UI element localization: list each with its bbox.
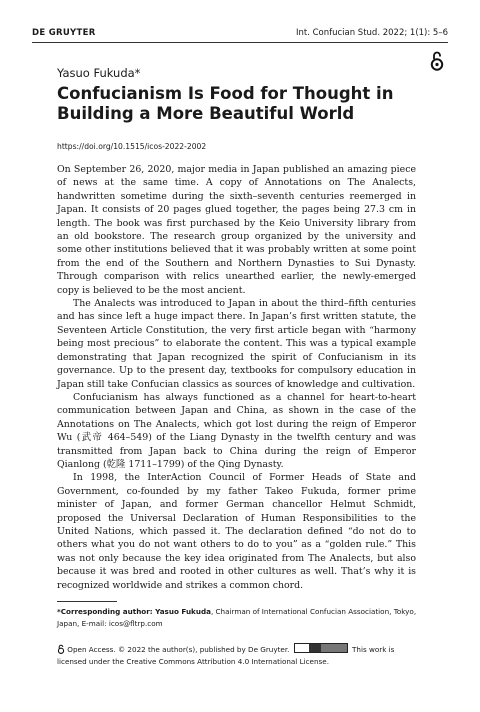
footnote-text: , Chairman of International Confucian Association, Tokyo, Japan, E-mail: icos@fltrp.com bbox=[57, 607, 417, 628]
corresponding-author-footnote bbox=[57, 606, 423, 629]
paragraph-4: In 1998, the InterAction Council of Former Heads of State and Government, co-founded by my father Takeo Fukuda, former prime minister of Japan, and former German chancellor Helmut Schmidt, proposed the Universal Declaration of Human Responsibilities to the United Nations, which passed it. The declaration defined “do not do to others what you do not want others to do to you” as a “golden rule.” This was not only because the key idea originated from The Analects, but also because it was bred and rooted in other cultures as well. That’s why it is recognized worldwide and strikes a common chord. bbox=[57, 472, 416, 591]
author-name: Yasuo Fukuda* bbox=[57, 66, 141, 80]
license-text-before: Open Access. © 2022 the author(s), published by De Gruyter. bbox=[67, 645, 290, 654]
doi-link[interactable]: https://doi.org/10.1515/icos-2022-2002 bbox=[57, 142, 207, 151]
footnote-label: *Corresponding author: Yasuo Fukuda bbox=[57, 607, 211, 616]
paragraph-3: Confucianism has always functioned as a channel for heart-to-heart communication between Japan and China, as shown in the case of the Annotations on The Analects, which got lost during the reign of Emperor Wu (武帝 464–549) of the Liang Dynasty in the twelfth century and was transmitted from Japan back to China during the reign of Emperor Qianlong (乾隆 1711–1799) of the Qing Dynasty. bbox=[57, 391, 416, 470]
paragraph-2: The Analects was introduced to Japan in about the third–fifth centuries and has since left a huge impact there. In Japan’s first written statute, the Seventeen Article Constitution, the very first article began with “harmony being most precious” to elaborate the content. This was a typical example demonstrating that Japan recognized the spirit of Confucianism in its governance. Up to the present day, textbooks for compulsory education in Japan still take Confucian classics as sources of knowledge and cultivation. bbox=[57, 298, 416, 390]
open-access-lock-icon bbox=[430, 50, 444, 72]
open-access-icon bbox=[57, 644, 65, 654]
footnote-rule bbox=[57, 601, 117, 602]
journal-reference: Int. Confucian Stud. 2022; 1(1): 5–6 bbox=[295, 28, 448, 38]
license-text-after: This work is licensed under the Creative Commons Attribution 4.0 International License. bbox=[57, 645, 395, 666]
paragraph-1: On September 26, 2020, major media in Japan published an amazing piece of news at the same time. A copy of Annotations on The Analects, handwritten sometime during the sixth–seventh centuries reemerged in Japan. It consists of 20 pages glued together, the pages being 27.3 cm in length. The book was first purchased by the Keio University library from an old bookstore. The research group organized by the university and some other institutions believed that it was probably written at some point from the end of the Southern and Northern Dynasties to Sui Dynasty. Through comparison with relics unearthed earlier, the newly-emerged copy is believed to be the most ancient. bbox=[57, 164, 416, 296]
header-rule bbox=[32, 42, 448, 43]
cc-by-badge[interactable] bbox=[294, 643, 348, 653]
article-body bbox=[57, 163, 416, 592]
publisher-name: DE GRUYTER bbox=[32, 28, 96, 38]
running-header bbox=[32, 28, 448, 42]
article-title: Confucianism Is Food for Thought in Building a More Beautiful World bbox=[57, 84, 394, 123]
license-statement bbox=[57, 643, 423, 667]
